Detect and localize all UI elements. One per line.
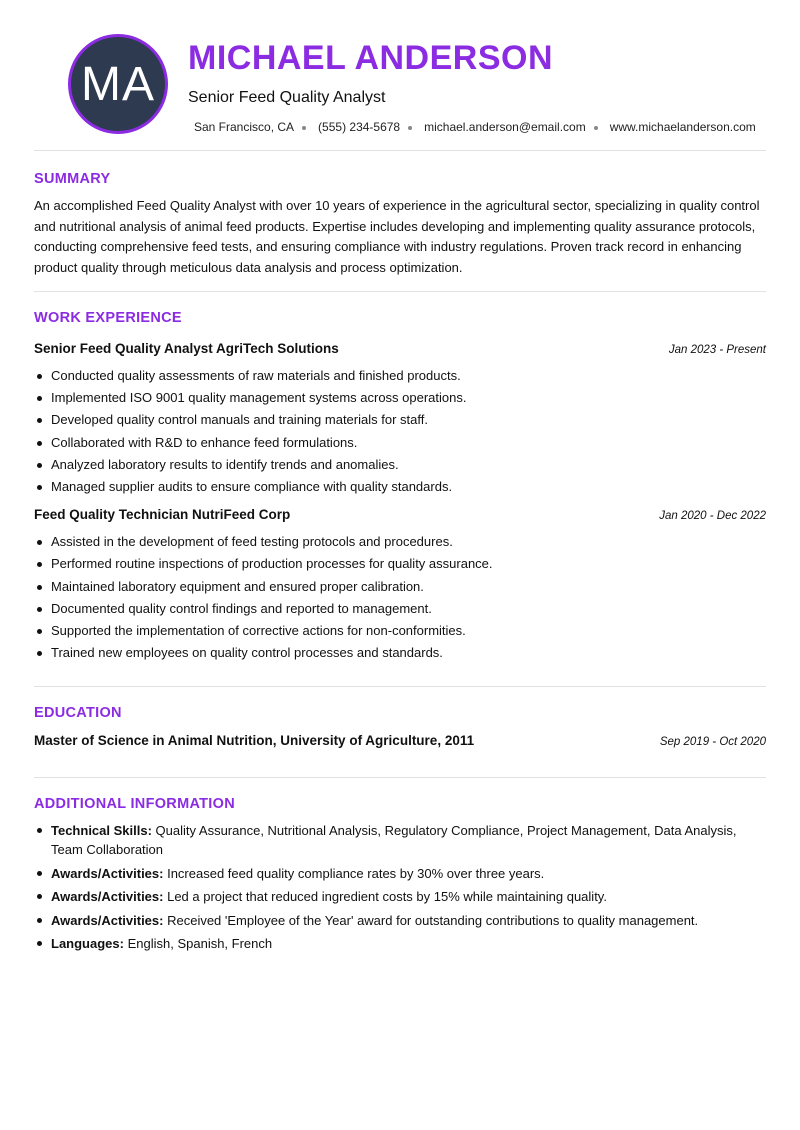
- list-item: Documented quality control findings and reported to management.: [51, 598, 766, 620]
- section-divider: [34, 150, 766, 151]
- list-item: Implemented ISO 9001 quality management systems across operations.: [51, 387, 766, 409]
- summary-text: An accomplished Feed Quality Analyst with over 10 years of experience in the agricultural sector, specializing in quality control and nutritional analysis of animal feed products. Expertise includes developing and implementing quality assurance protocols, conducting comprehensive feed tests, and ensuring compliance with industry regulations. Proven track record in enhancing product quality through meticulous data analysis and process optimization.: [34, 198, 760, 275]
- avatar: [68, 34, 168, 134]
- list-item: [51, 821, 766, 859]
- education-dates: Sep 2019 - Oct 2020: [659, 736, 766, 748]
- job-entry: [34, 506, 766, 664]
- education-heading: EDUCATION: [34, 705, 122, 721]
- list-item: Performed routine inspections of production processes for quality assurance.: [51, 553, 766, 575]
- contact-location: San Francisco, CA: [194, 120, 295, 134]
- section-divider: [34, 777, 766, 778]
- list-item: Maintained laboratory equipment and ensured proper calibration.: [51, 576, 766, 598]
- summary-heading: SUMMARY: [34, 171, 111, 187]
- education-entry: [34, 733, 766, 748]
- section-divider: [34, 686, 766, 687]
- experience-heading: WORK EXPERIENCE: [34, 310, 182, 326]
- info-label: Technical Skills:: [51, 823, 152, 838]
- education-degree: Master of Science in Animal Nutrition, University of Agriculture, 2011: [34, 733, 475, 748]
- job-bullets: [34, 531, 766, 664]
- info-label: Awards/Activities:: [51, 865, 164, 881]
- list-item: Supported the implementation of corrective actions for non-conformities.: [51, 620, 766, 642]
- additional-section: [34, 795, 766, 958]
- separator-dot-icon: [302, 126, 306, 130]
- list-item: [51, 864, 766, 883]
- job-dates: Jan 2023 - Present: [668, 344, 766, 356]
- job-entry: [34, 340, 766, 498]
- additional-heading: ADDITIONAL INFORMATION: [34, 796, 235, 812]
- contact-bar: [194, 120, 756, 134]
- list-item: [51, 887, 766, 906]
- section-divider: [34, 291, 766, 292]
- list-item: [51, 911, 766, 930]
- candidate-title: Senior Feed Quality Analyst: [188, 89, 386, 106]
- job-bullets: [34, 365, 766, 498]
- summary-section: [34, 170, 766, 278]
- list-item: [51, 934, 766, 953]
- list-item: Collaborated with R&D to enhance feed formulations.: [51, 432, 766, 454]
- experience-section: [34, 309, 766, 664]
- list-item: Assisted in the development of feed testing protocols and procedures.: [51, 531, 766, 553]
- list-item: Conducted quality assessments of raw materials and finished products.: [51, 365, 766, 387]
- info-value: Received 'Employee of the Year' award for outstanding contributions to quality management.: [167, 912, 699, 928]
- info-value: Quality Assurance, Nutritional Analysis, Regulatory Compliance, Project Management, Data Analysis, Team Collaboration: [51, 823, 737, 857]
- separator-dot-icon: [408, 126, 412, 130]
- additional-list: [34, 821, 766, 953]
- info-label: Languages:: [51, 936, 124, 951]
- contact-website[interactable]: www.michaelanderson.com: [609, 120, 756, 134]
- list-item: Trained new employees on quality control processes and standards.: [51, 642, 766, 664]
- list-item: Developed quality control manuals and training materials for staff.: [51, 409, 766, 431]
- job-role-company: Senior Feed Quality Analyst AgriTech Solutions: [34, 341, 339, 356]
- contact-email[interactable]: michael.anderson@email.com: [424, 120, 586, 134]
- job-role-company: Feed Quality Technician NutriFeed Corp: [34, 507, 291, 523]
- education-section: [34, 704, 766, 748]
- info-value: Increased feed quality compliance rates by 30% over three years.: [167, 865, 545, 881]
- info-value: Led a project that reduced ingredient costs by 15% while maintaining quality.: [167, 889, 607, 904]
- list-item: Analyzed laboratory results to identify trends and anomalies.: [51, 454, 766, 476]
- job-header: [34, 506, 766, 525]
- contact-phone[interactable]: (555) 234-5678: [318, 120, 401, 134]
- job-dates: Jan 2020 - Dec 2022: [659, 510, 766, 523]
- separator-dot-icon: [594, 126, 598, 130]
- info-value: English, Spanish, French: [127, 936, 273, 951]
- list-item: Managed supplier audits to ensure compliance with quality standards.: [51, 476, 766, 498]
- info-label: Awards/Activities:: [51, 912, 164, 928]
- info-label: Awards/Activities:: [51, 889, 164, 904]
- resume-header: [34, 0, 766, 150]
- candidate-name: MICHAEL ANDERSON: [188, 39, 554, 77]
- job-header: [34, 340, 766, 359]
- avatar-initials: MA: [81, 57, 155, 111]
